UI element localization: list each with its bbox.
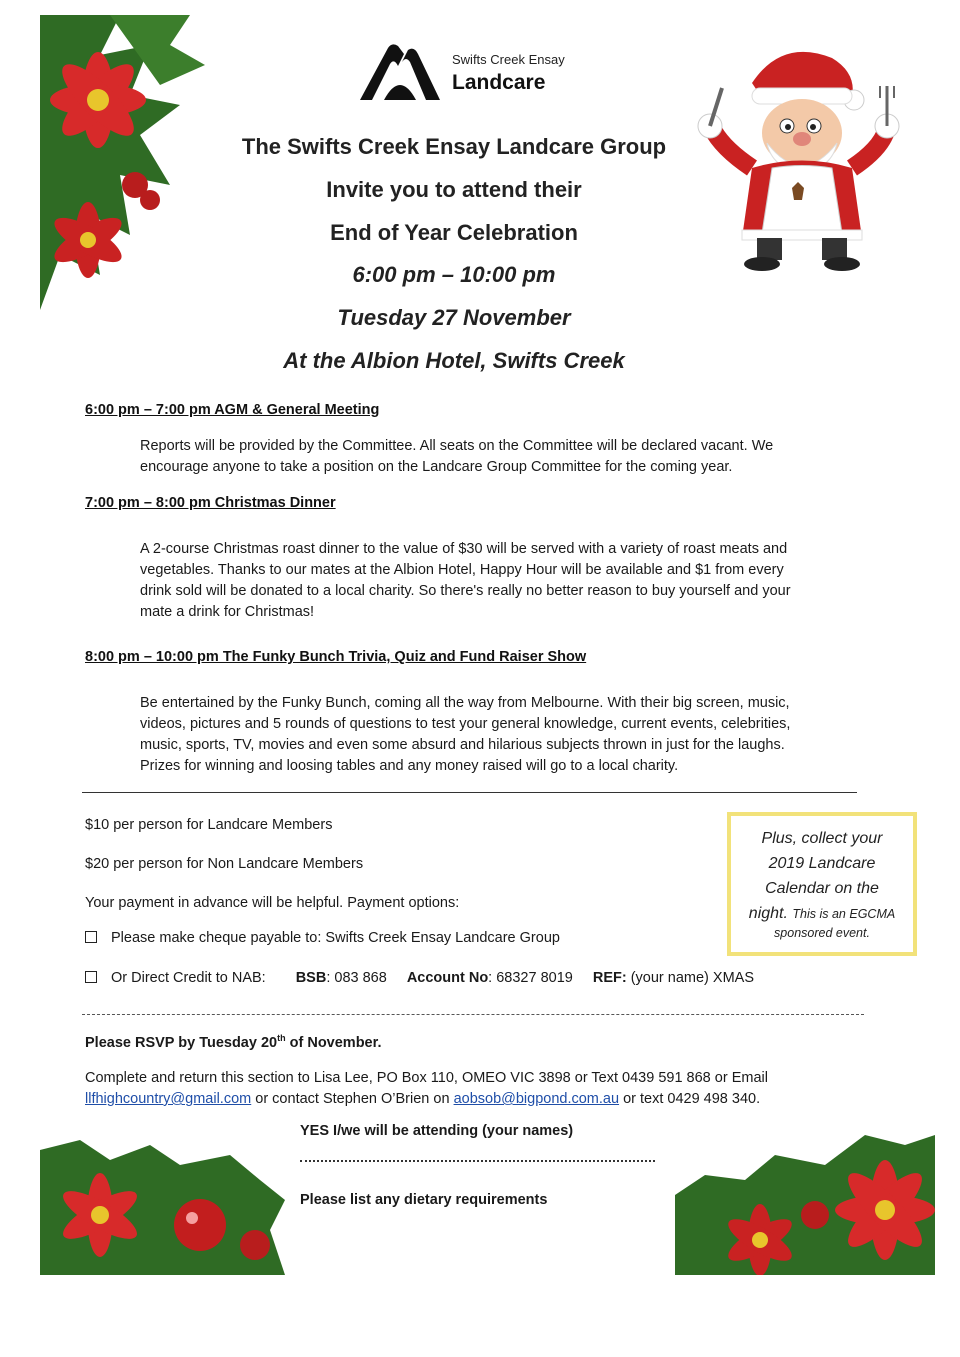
section-body-agm <box>140 436 860 478</box>
rsvp-mid: or contact Stephen O’Brien on <box>251 1091 454 1107</box>
ref-value: (your name) XMAS <box>626 970 755 986</box>
body-line: drink sold will be donated to a local charity. So there's really no better reason to buy yourself and your <box>140 583 791 599</box>
payment-intro: Your payment in advance will be helpful. Payment options: <box>85 895 460 911</box>
rsvp-title-post: of November. <box>285 1034 382 1051</box>
bsb-label: BSB <box>295 970 327 986</box>
body-line: music, sports, TV, movies and even some absurd and hilarious subjects thrown in just for the laughs. <box>140 737 785 753</box>
header-line-2: Invite you to attend their <box>326 177 582 202</box>
header-line-3: End of Year Celebration <box>330 220 578 245</box>
payment-option-direct[interactable] <box>85 970 754 986</box>
header-venue: At the Albion Hotel, Swifts Creek <box>283 348 625 373</box>
header-date: Tuesday 27 November <box>337 305 571 330</box>
rsvp-line-1: Complete and return this section to Lisa Lee, PO Box 110, OMEO VIC 3898 or Text 0439 591 868 or Email <box>85 1070 768 1086</box>
dietary-label: Please list any dietary requirements <box>300 1192 548 1208</box>
cut-line <box>82 1014 864 1015</box>
header-time: 6:00 pm – 10:00 pm <box>352 262 556 287</box>
price-non-members: $20 per person for Non Landcare Members <box>85 856 364 872</box>
poinsettia-bottom-right-icon <box>675 1135 935 1275</box>
email-link-lisa[interactable]: llfhighcountry@gmail.com <box>85 1091 252 1107</box>
callout-line-1: Plus, collect your <box>761 830 883 847</box>
body-line: Reports will be provided by the Committee. All seats on the Committee will be declared vacant. We <box>140 438 774 454</box>
logo-text <box>452 52 565 95</box>
account-label: Account No <box>406 970 489 986</box>
bsb-value: : 083 868 <box>326 970 387 986</box>
calendar-callout <box>727 812 917 956</box>
poinsettia-top-left-icon <box>40 15 205 310</box>
rsvp-line-2 <box>85 1089 885 1110</box>
callout-line-3: Calendar on the <box>765 880 879 897</box>
names-entry-line[interactable] <box>300 1160 655 1162</box>
account-value: : 68327 8019 <box>488 970 573 986</box>
rsvp-title-sup: th <box>277 1033 286 1043</box>
section-heading-agm: 6:00 pm – 7:00 pm AGM & General Meeting <box>85 402 380 418</box>
direct-credit-checkbox[interactable] <box>85 971 97 983</box>
body-line: A 2-course Christmas roast dinner to the value of $30 will be served with a variety of roast meats and <box>140 541 788 557</box>
santa-chef-icon <box>682 38 912 273</box>
section-heading-dinner: 7:00 pm – 8:00 pm Christmas Dinner <box>85 495 336 511</box>
poinsettia-bottom-left-icon <box>40 1140 285 1275</box>
section-body-trivia <box>140 693 860 777</box>
landcare-logo-icon <box>358 40 442 107</box>
callout-line-4: night. <box>748 905 788 922</box>
rsvp-instructions <box>85 1068 885 1110</box>
rsvp-end: or text 0429 498 340. <box>619 1091 761 1107</box>
cheque-label: Please make cheque payable to: Swifts Creek Ensay Landcare Group <box>111 930 560 946</box>
price-members: $10 per person for Landcare Members <box>85 817 333 833</box>
email-link-stephen[interactable]: aobsob@bigpond.com.au <box>453 1091 620 1107</box>
callout-line-2: 2019 Landcare <box>768 855 876 872</box>
rsvp-title-pre: Please RSVP by Tuesday 20 <box>85 1034 278 1051</box>
rsvp-title <box>85 1033 382 1051</box>
ref-label: REF: <box>592 970 627 986</box>
body-line: encourage anyone to take a position on the Landcare Group Committee for the coming year. <box>140 459 733 475</box>
section-heading-trivia: 8:00 pm – 10:00 pm The Funky Bunch Trivia, Quiz and Fund Raiser Show <box>85 649 587 665</box>
body-line: mate a drink for Christmas! <box>140 604 315 620</box>
body-line: vegetables. Thanks to our mates at the Albion Hotel, Happy Hour will be available and $1 from every <box>140 562 784 578</box>
callout-small-1: This is an EGCMA <box>792 907 896 921</box>
body-line: Be entertained by the Funky Bunch, coming all the way from Melbourne. With their big screen, music, <box>140 695 790 711</box>
cheque-checkbox[interactable] <box>85 931 97 943</box>
header-line-1: The Swifts Creek Ensay Landcare Group <box>241 134 667 159</box>
section-body-dinner <box>140 539 860 623</box>
body-line: Prizes for winning and loosing tables and any money raised will go to a local charity. <box>140 758 679 774</box>
divider <box>82 792 857 793</box>
payment-option-cheque[interactable] <box>85 930 560 946</box>
logo-org-small: Swifts Creek Ensay <box>452 52 565 67</box>
body-line: videos, pictures and 5 rounds of questions to test your general knowledge, current events, celebrities, <box>140 716 791 732</box>
rsvp-yes-label: YES I/we will be attending (your names) <box>300 1123 574 1139</box>
callout-small-2: sponsored event. <box>774 926 870 940</box>
direct-credit-label: Or Direct Credit to NAB: <box>111 970 266 986</box>
logo-org-big: Landcare <box>452 71 546 94</box>
